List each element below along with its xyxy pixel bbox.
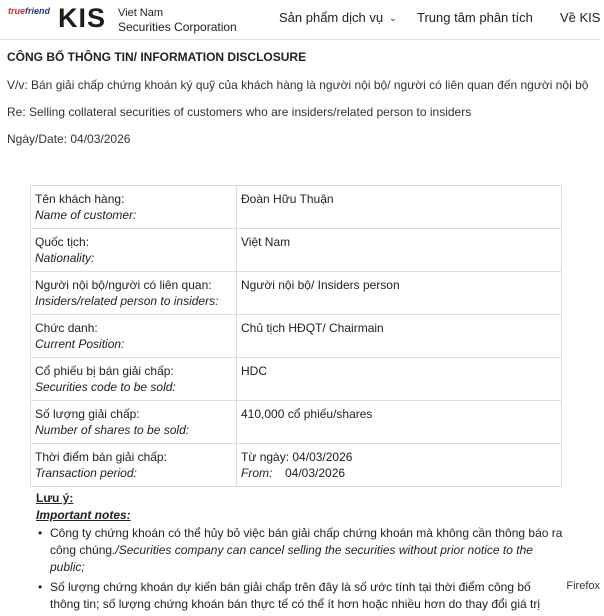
row-value: 410,000 cổ phiếu/shares <box>237 401 562 444</box>
disclosure-table <box>30 185 562 487</box>
row-label: Chức danh: Current Position: <box>31 315 237 358</box>
notes-list <box>36 525 564 613</box>
table-row <box>31 315 562 358</box>
row-value <box>237 444 562 487</box>
row-label: Thời điểm bán giải chấp: Transaction period: <box>31 444 237 487</box>
notes-heading-vi: Lưu ý: <box>36 491 74 505</box>
row-label: Số lượng giải chấp: Number of shares to be sold: <box>31 401 237 444</box>
disclosure-date: Ngày/Date: 04/03/2026 <box>7 132 131 146</box>
table-row <box>31 444 562 487</box>
notes-heading-en: Important notes: <box>36 508 131 522</box>
row-label: Cổ phiếu bị bán giải chấp: Securities code to be sold: <box>31 358 237 401</box>
kis-brand: KIS <box>58 3 107 33</box>
table-row <box>31 358 562 401</box>
nav-analysis-center[interactable]: Trung tâm phân tích <box>417 10 533 25</box>
list-item: • Công ty chứng khoán có thể hủy bỏ việc bán giải chấp chứng khoán mà không cần thông báo ra công chúng./Securities company can cancel selling the securities without prior notice to the public; <box>36 525 564 576</box>
page-title: CÔNG BỐ THÔNG TIN/ INFORMATION DISCLOSURE <box>7 50 307 64</box>
row-value: Đoàn Hữu Thuận <box>237 186 562 229</box>
row-label: Người nội bộ/người có liên quan: Insiders/related person to insiders: <box>31 272 237 315</box>
nav-products-label: Sản phẩm dịch vụ <box>279 10 384 25</box>
chevron-down-icon: ⌄ <box>389 13 397 23</box>
table-row <box>31 272 562 315</box>
brand-name-line1: Viet Nam <box>118 7 164 19</box>
nav-products-services[interactable] <box>279 10 397 25</box>
subject-vi: V/v: Bán giải chấp chứng khoán ký quỹ của khách hàng là người nội bộ/ người có liên quan đến người nội bộ <box>7 78 589 92</box>
brand-name-line2: Securities Corporation <box>118 20 237 34</box>
table-row <box>31 186 562 229</box>
table-row <box>31 401 562 444</box>
disclosure-content <box>7 48 597 146</box>
row-label: Quốc tịch: Nationality: <box>31 229 237 272</box>
row-label: Tên khách hàng: Name of customer: <box>31 186 237 229</box>
true-friend-logo-text: truefriend <box>8 6 51 16</box>
table-row <box>31 229 562 272</box>
transaction-from-vi: Từ ngày: 04/03/2026 <box>241 450 353 464</box>
transaction-from-en: From: 04/03/2026 <box>241 466 346 480</box>
subject-en: Re: Selling collateral securities of customers who are insiders/related person to insiders <box>7 105 472 119</box>
list-item: • Số lượng chứng khoán dự kiến bán giải chấp trên đây là số ước tính tại thời điểm công bố thông tin; số lượng chứng khoán bán thực tế có thể ít hơn hoặc nhiều hơn do thay đổi giá trị <box>36 579 564 613</box>
browser-toast: Firefox <box>562 578 604 594</box>
row-value: Việt Nam <box>237 229 562 272</box>
row-value: Chủ tịch HĐQT/ Chairmain <box>237 315 562 358</box>
site-header <box>0 0 600 40</box>
row-value: Người nội bộ/ Insiders person <box>237 272 562 315</box>
nav-about-kis[interactable]: Về KIS <box>560 10 601 25</box>
important-notes <box>36 490 564 616</box>
row-value: HDC <box>237 358 562 401</box>
